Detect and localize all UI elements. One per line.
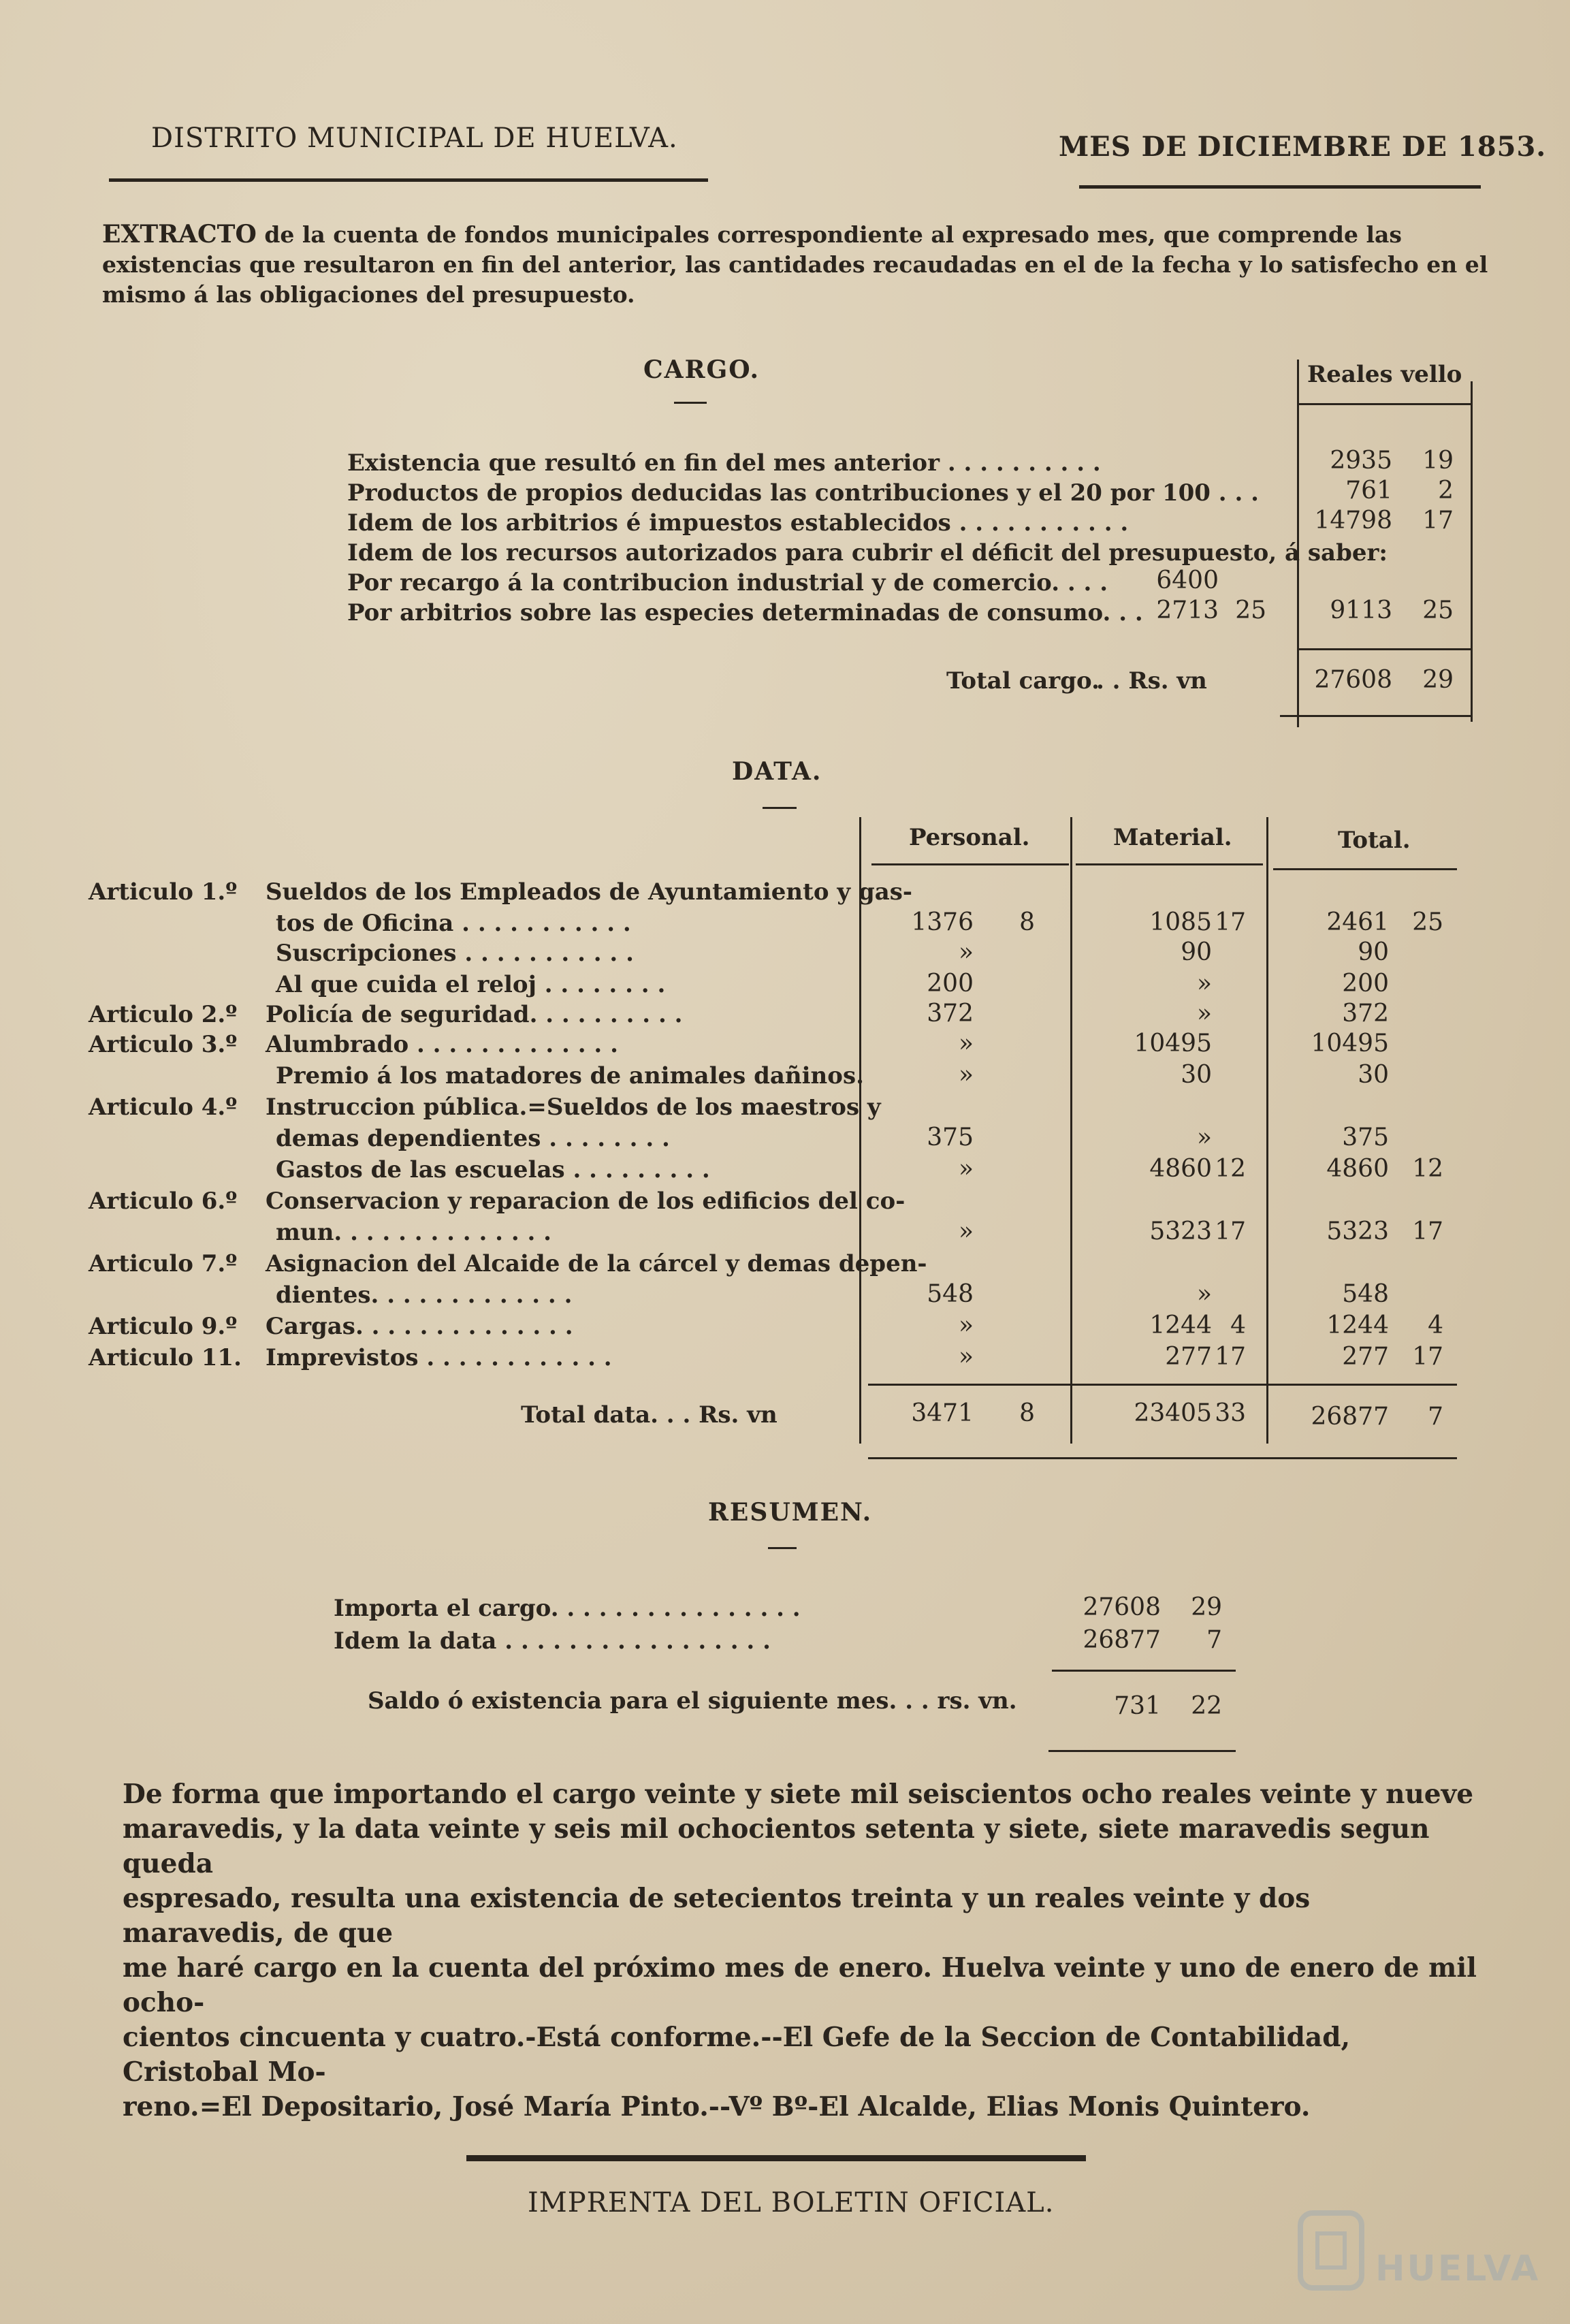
data-row-personal: » bbox=[958, 938, 974, 966]
data-row-material-mrs: 12 bbox=[1215, 1155, 1246, 1183]
data-row-article: Articulo 4.º bbox=[89, 1094, 238, 1121]
closing-line: me haré cargo en la cuenta del próximo mes de enero. Huelva veinte y uno de enero de mil ocho- bbox=[123, 1952, 1477, 2018]
data-header-rule-1 bbox=[871, 863, 1069, 865]
data-row-total: 277 bbox=[1342, 1343, 1389, 1371]
resumen-data-label: Idem la data . . . . . . . . . . . . . . . . . bbox=[334, 1627, 771, 1655]
data-row-total: 2461 bbox=[1326, 908, 1389, 936]
data-row-total: 372 bbox=[1342, 1000, 1389, 1028]
data-row-article: Articulo 7.º bbox=[89, 1250, 238, 1277]
data-row-material: 30 bbox=[1181, 1061, 1212, 1089]
footer-rule bbox=[466, 2155, 1086, 2161]
cargo-row-sub-mrs: 25 bbox=[1235, 596, 1266, 624]
cargo-total-unit: . . Rs. vn bbox=[1096, 667, 1207, 695]
data-row-material: 5323 bbox=[1149, 1217, 1212, 1245]
data-row-total: 90 bbox=[1358, 938, 1389, 966]
data-row-personal-mrs: 8 bbox=[1019, 908, 1035, 936]
data-row-label: Conservacion y reparacion de los edificios del co- bbox=[266, 1188, 906, 1215]
data-row-label: Instruccion pública.=Sueldos de los maestros y bbox=[266, 1094, 881, 1121]
data-row-material-mrs: 17 bbox=[1215, 1217, 1246, 1245]
cargo-row-sub-reales: 2713 bbox=[1156, 596, 1219, 624]
data-row-total: 10495 bbox=[1311, 1030, 1389, 1057]
data-row-total-mrs: 25 bbox=[1412, 908, 1443, 936]
data-row-label: mun. . . . . . . . . . . . . . bbox=[276, 1219, 552, 1246]
cargo-total-rule-top bbox=[1297, 648, 1471, 650]
cargo-row-mrs: 2 bbox=[1438, 477, 1454, 505]
resumen-data-reales: 26877 bbox=[1083, 1626, 1161, 1654]
data-row-label: dientes. . . . . . . . . . . . . bbox=[276, 1282, 573, 1309]
data-row-material: » bbox=[1196, 1124, 1212, 1151]
data-row-article: Articulo 3.º bbox=[89, 1031, 238, 1058]
data-row-personal: » bbox=[958, 1155, 974, 1183]
data-row-personal: » bbox=[958, 1217, 974, 1245]
cargo-row-label: Idem de los arbitrios é impuestos establecidos . . . . . . . . . . . bbox=[347, 509, 1129, 537]
data-row-label: demas dependientes . . . . . . . . bbox=[276, 1125, 670, 1152]
data-row-label: Premio á los matadores de animales dañinos. bbox=[276, 1062, 864, 1089]
cargo-col-rule-right bbox=[1471, 381, 1473, 722]
data-row-personal: 372 bbox=[927, 1000, 974, 1028]
cargo-row-label: Productos de propios deducidas las contribuciones y el 20 por 100 . . . bbox=[347, 479, 1259, 507]
cargo-row-label: Existencia que resultó en fin del mes anterior . . . . . . . . . . bbox=[347, 449, 1101, 477]
data-row-material: 90 bbox=[1181, 938, 1212, 966]
resumen-title-mark bbox=[768, 1547, 797, 1549]
data-row-label: Suscripciones . . . . . . . . . . . bbox=[276, 940, 634, 967]
cargo-title-mark bbox=[674, 402, 707, 404]
data-col-rule-1 bbox=[859, 817, 861, 1444]
data-total-total: 26877 bbox=[1311, 1403, 1389, 1431]
closing-line: reno.=El Depositario, José María Pinto.--Vº Bº-El Alcalde, Elias Monis Quintero. bbox=[123, 2091, 1311, 2122]
imprenta-text: IMPRENTA DEL BOLETIN OFICIAL. bbox=[528, 2187, 1055, 2218]
data-row-personal: 1376 bbox=[911, 908, 974, 936]
cargo-header-rule bbox=[1297, 403, 1471, 405]
data-row-total: 548 bbox=[1342, 1280, 1389, 1308]
cargo-row-reales: 14798 bbox=[1314, 507, 1392, 535]
data-row-article: Articulo 6.º bbox=[89, 1188, 238, 1215]
watermark-text: HUELVA bbox=[1375, 2248, 1541, 2289]
data-row-material-mrs: 4 bbox=[1230, 1311, 1246, 1339]
data-row-label: Imprevistos . . . . . . . . . . . . bbox=[266, 1344, 612, 1371]
data-row-material-mrs: 17 bbox=[1215, 1343, 1246, 1371]
huelva-watermark-logo bbox=[1294, 2199, 1541, 2302]
data-row-personal: 548 bbox=[927, 1280, 974, 1308]
data-header-rule-3 bbox=[1273, 868, 1457, 870]
district-title: DISTRITO MUNICIPAL DE HUELVA. bbox=[151, 123, 678, 154]
data-total-total-mrs: 7 bbox=[1428, 1403, 1443, 1431]
resumen-rule bbox=[1052, 1670, 1236, 1672]
cargo-total-label: Total cargo. bbox=[946, 667, 1100, 695]
data-row-total: 200 bbox=[1342, 970, 1389, 998]
data-row-total-mrs: 4 bbox=[1428, 1311, 1443, 1339]
closing-line: espresado, resulta una existencia de setecientos treinta y un reales veinte y dos maravedis, de que bbox=[123, 1883, 1311, 1949]
saldo-reales: 731 bbox=[1114, 1692, 1161, 1720]
data-title: DATA. bbox=[732, 757, 822, 786]
data-total-material-mrs: 33 bbox=[1215, 1399, 1246, 1427]
data-row-personal: » bbox=[958, 1343, 974, 1371]
data-row-material-mrs: 17 bbox=[1215, 908, 1246, 936]
saldo-rule bbox=[1048, 1750, 1236, 1752]
closing-line: maravedis, y la data veinte y seis mil ochocientos setenta y siete, siete maravedis segun queda bbox=[123, 1813, 1430, 1879]
resumen-cargo-label: Importa el cargo. . . . . . . . . . . . . . . . bbox=[334, 1595, 801, 1622]
closing-line: De forma que importando el cargo veinte y siete mil seiscientos ocho reales veinte y nueve bbox=[123, 1779, 1474, 1810]
data-row-material: » bbox=[1196, 970, 1212, 998]
data-total-rule bbox=[868, 1384, 1457, 1386]
data-row-total: 30 bbox=[1358, 1061, 1389, 1089]
data-title-mark bbox=[763, 807, 797, 809]
data-row-label: Cargas. . . . . . . . . . . . . . bbox=[266, 1313, 573, 1340]
data-row-material: 1244 bbox=[1149, 1311, 1212, 1339]
data-header-material: Material. bbox=[1113, 824, 1232, 851]
intro-paragraph bbox=[102, 219, 1491, 310]
data-row-total: 375 bbox=[1342, 1124, 1389, 1151]
data-total-label: Total data. . . Rs. vn bbox=[521, 1401, 778, 1429]
data-row-total-mrs: 17 bbox=[1412, 1217, 1443, 1245]
saldo-mrs: 22 bbox=[1191, 1692, 1222, 1720]
cargo-row-mrs: 19 bbox=[1422, 447, 1454, 475]
data-header-personal: Personal. bbox=[909, 824, 1030, 851]
data-row-article: Articulo 2.º bbox=[89, 1001, 238, 1028]
data-row-total-mrs: 17 bbox=[1412, 1343, 1443, 1371]
data-total-material: 23405 bbox=[1134, 1399, 1212, 1427]
cargo-row-mrs: 25 bbox=[1422, 596, 1454, 624]
cargo-row-reales: 9113 bbox=[1330, 596, 1392, 624]
data-row-article: Articulo 11. bbox=[89, 1344, 242, 1371]
data-col-rule-3 bbox=[1266, 817, 1268, 1444]
cargo-title: CARGO. bbox=[643, 355, 760, 384]
data-row-total: 5323 bbox=[1326, 1217, 1389, 1245]
data-bottom-rule bbox=[868, 1457, 1457, 1459]
data-col-rule-2 bbox=[1070, 817, 1072, 1444]
cargo-row-reales: 2935 bbox=[1330, 447, 1392, 475]
closing-paragraph bbox=[123, 1777, 1477, 2124]
data-row-label: Gastos de las escuelas . . . . . . . . . bbox=[276, 1156, 710, 1183]
data-row-material: 10495 bbox=[1134, 1030, 1212, 1057]
data-row-total: 4860 bbox=[1326, 1155, 1389, 1183]
data-row-total: 1244 bbox=[1326, 1311, 1389, 1339]
intro-text: de la cuenta de fondos municipales correspondiente al expresado mes, que comprende las existencias que resultaron en fin del anterior, las cantidades recaudadas en el de la fecha y lo satisfecho en el mismo á las obligaciones del presupuesto. bbox=[102, 221, 1488, 308]
data-row-material: » bbox=[1196, 1000, 1212, 1028]
data-row-personal: » bbox=[958, 1311, 974, 1339]
data-header-rule-2 bbox=[1076, 863, 1263, 865]
data-row-personal: » bbox=[958, 1030, 974, 1057]
saldo-label: Saldo ó existencia para el siguiente mes. . . rs. vn. bbox=[368, 1687, 1017, 1715]
cargo-row-mrs: 17 bbox=[1422, 507, 1454, 535]
resumen-data-mrs: 7 bbox=[1206, 1626, 1222, 1654]
data-row-material: 4860 bbox=[1149, 1155, 1212, 1183]
data-total-personal-mrs: 8 bbox=[1019, 1399, 1035, 1427]
cargo-total-reales: 27608 bbox=[1314, 666, 1392, 694]
data-row-article: Articulo 9.º bbox=[89, 1313, 238, 1340]
data-row-label: Asignacion del Alcaide de la cárcel y demas depen- bbox=[266, 1250, 927, 1277]
data-header-total: Total. bbox=[1338, 827, 1411, 854]
data-row-label: Alumbrado . . . . . . . . . . . . . bbox=[266, 1031, 618, 1058]
cargo-col-header: Reales vello bbox=[1307, 361, 1462, 388]
data-row-material: » bbox=[1196, 1280, 1212, 1308]
data-row-personal: 375 bbox=[927, 1124, 974, 1151]
header-rule-right bbox=[1079, 185, 1481, 189]
data-row-personal: 200 bbox=[927, 970, 974, 998]
resumen-title: RESUMEN. bbox=[708, 1498, 873, 1527]
resumen-cargo-reales: 27608 bbox=[1083, 1593, 1161, 1621]
month-title: MES DE DICIEMBRE DE 1853. bbox=[1059, 131, 1547, 163]
data-row-material: 277 bbox=[1165, 1343, 1212, 1371]
header-rule-left bbox=[109, 178, 708, 182]
closing-line: cientos cincuenta y cuatro.-Está conforme.--El Gefe de la Seccion de Contabilidad, Cristobal Mo- bbox=[123, 2022, 1351, 2088]
data-row-label: Sueldos de los Empleados de Ayuntamiento y gas- bbox=[266, 878, 913, 906]
cargo-row-label: Por recargo á la contribucion industrial y de comercio. . . . bbox=[347, 569, 1108, 596]
cargo-total-mrs: 29 bbox=[1422, 666, 1454, 694]
cargo-row-label: Idem de los recursos autorizados para cubrir el déficit del presupuesto, á saber: bbox=[347, 539, 1388, 567]
data-row-total-mrs: 12 bbox=[1412, 1155, 1443, 1183]
data-row-label: Al que cuida el reloj . . . . . . . . bbox=[276, 971, 666, 998]
data-row-article: Articulo 1.º bbox=[89, 878, 238, 906]
data-row-label: Policía de seguridad. . . . . . . . . . bbox=[266, 1001, 683, 1028]
data-row-label: tos de Oficina . . . . . . . . . . . bbox=[276, 910, 631, 937]
cargo-total-rule-bottom bbox=[1280, 715, 1471, 717]
resumen-cargo-mrs: 29 bbox=[1191, 1593, 1222, 1621]
data-row-material: 1085 bbox=[1149, 908, 1212, 936]
data-row-personal: » bbox=[958, 1061, 974, 1089]
cargo-row-reales: 761 bbox=[1345, 477, 1392, 505]
cargo-row-label: Por arbitrios sobre las especies determinadas de consumo. . . bbox=[347, 599, 1143, 626]
data-total-personal: 3471 bbox=[911, 1399, 974, 1427]
cargo-row-sub-reales: 6400 bbox=[1156, 567, 1219, 594]
intro-lead: EXTRACTO bbox=[102, 220, 257, 249]
